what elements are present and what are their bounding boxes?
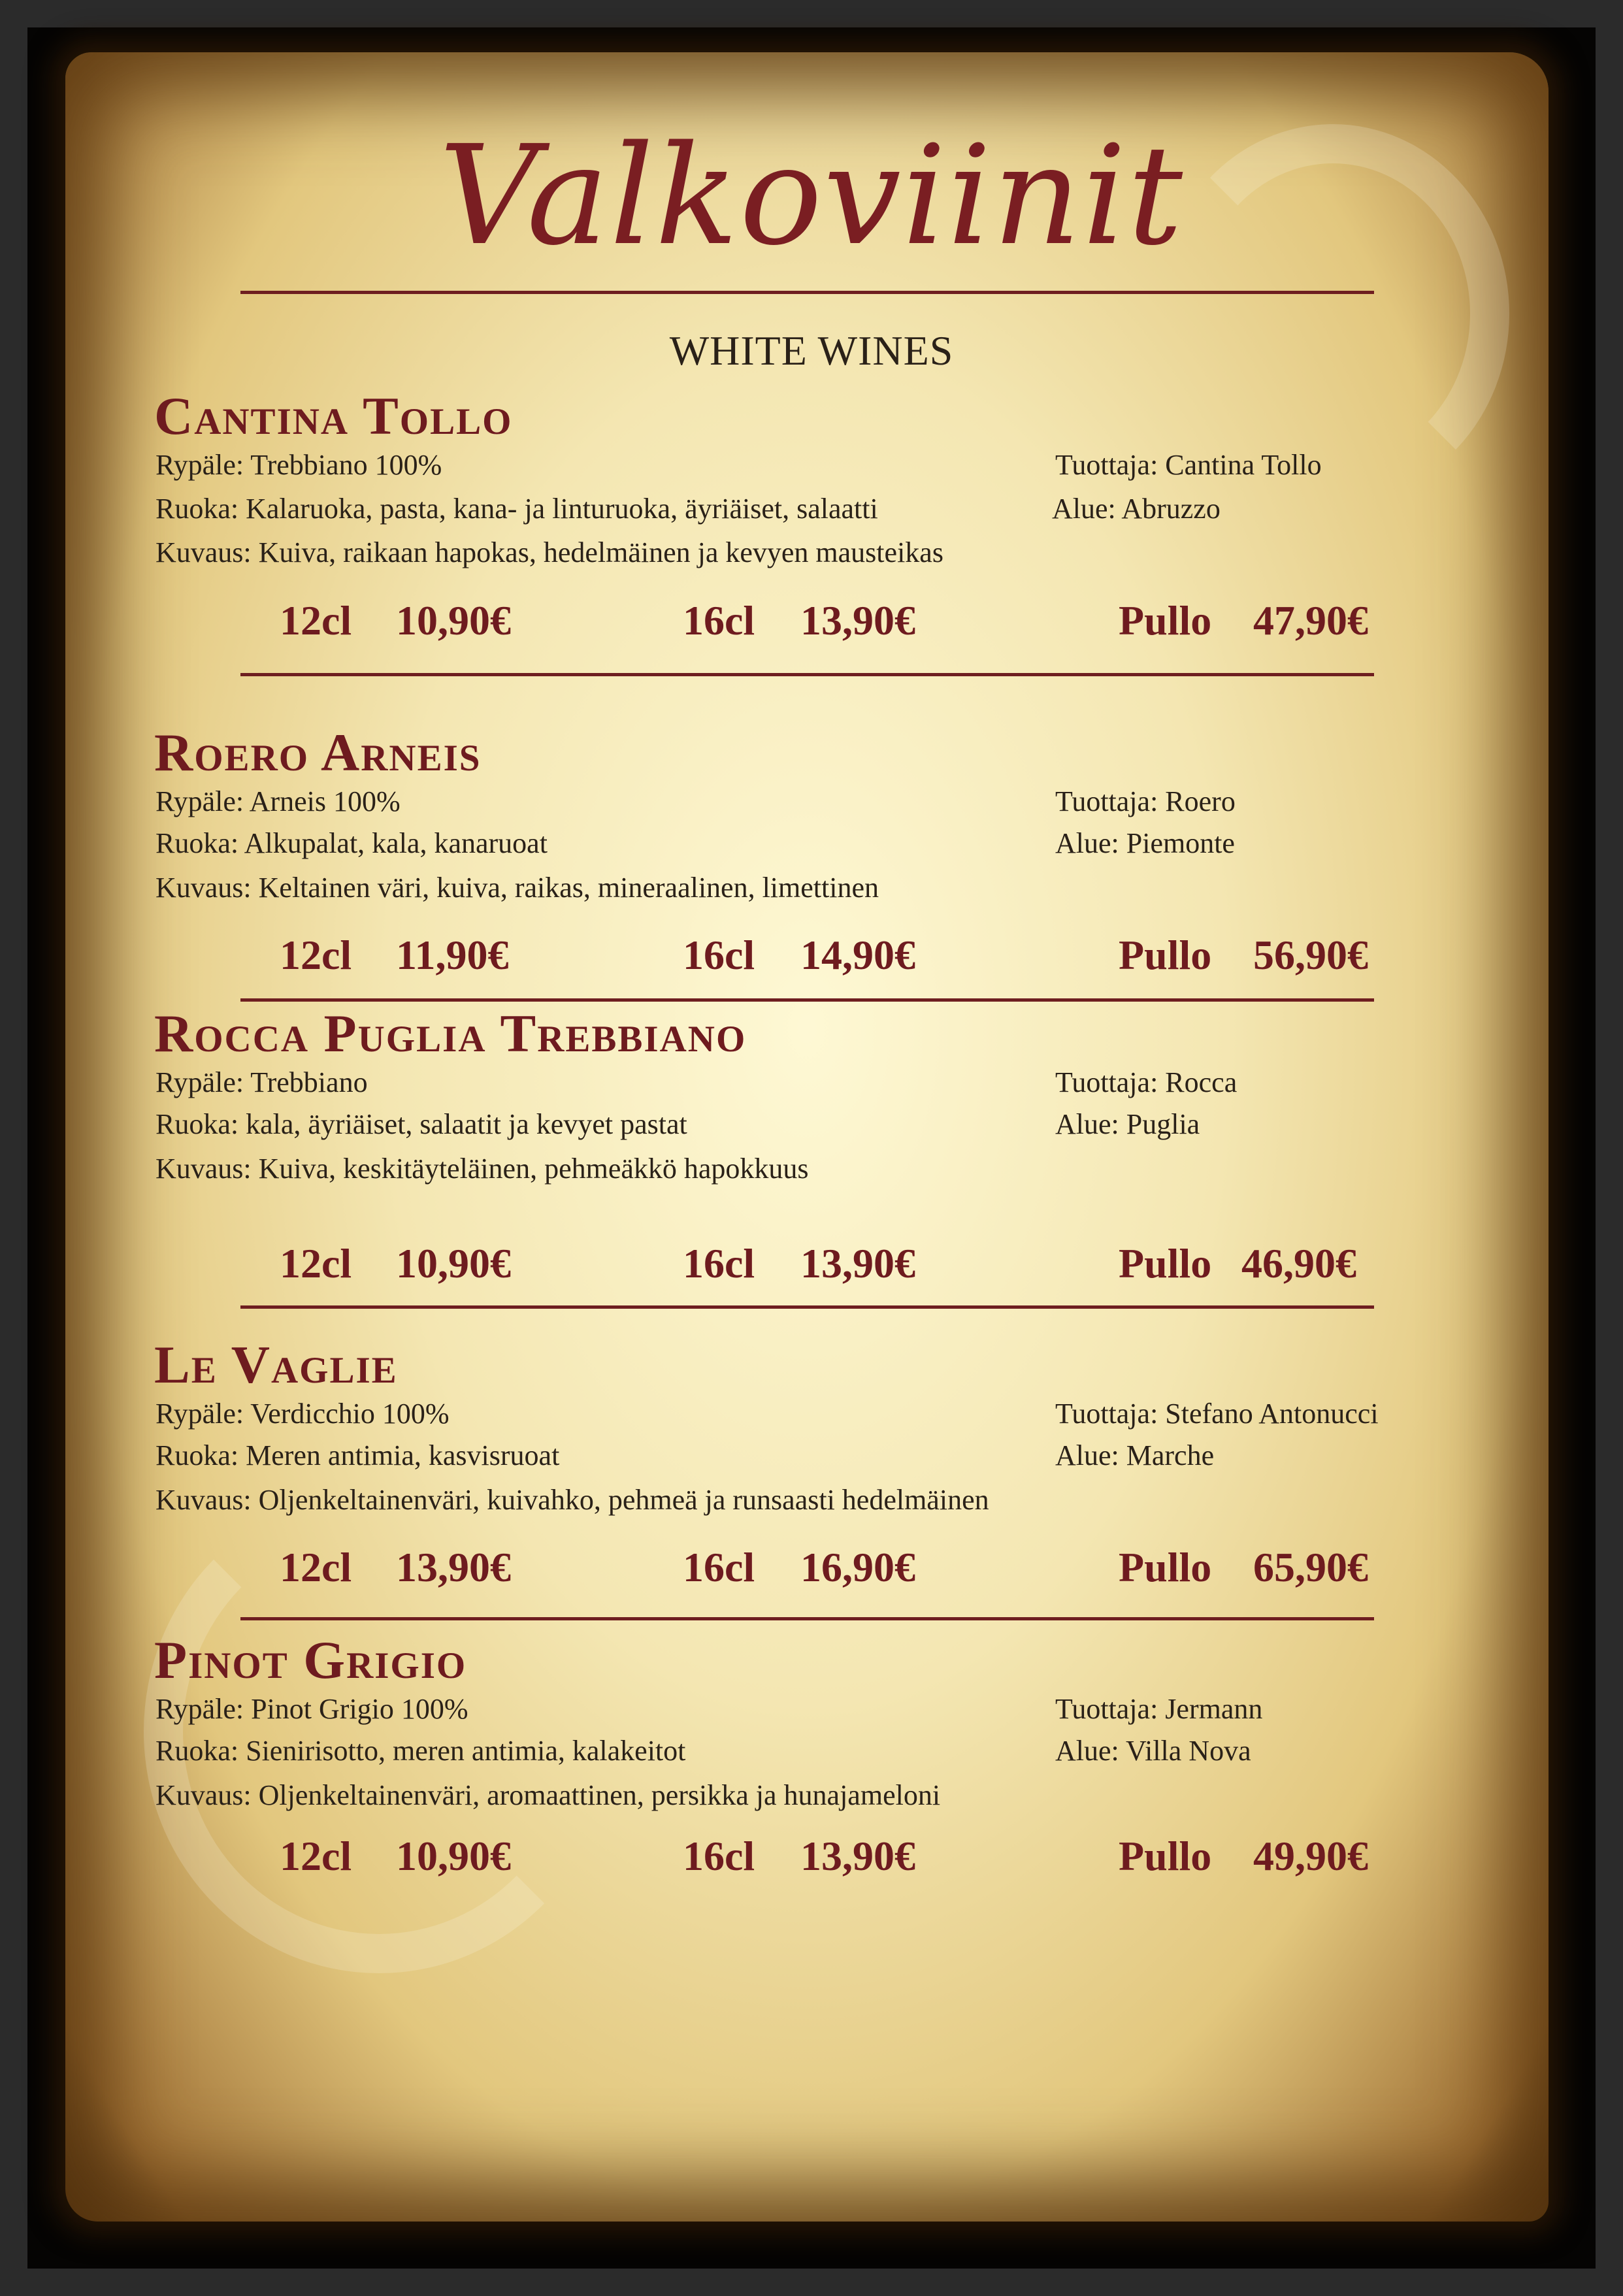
price-12cl: 13,90€ bbox=[396, 1544, 511, 1590]
wine-description: Kuvaus: Keltainen väri, kuiva, raikas, mineraalinen, limettinen bbox=[156, 872, 879, 904]
wine-region: Alue: Villa Nova bbox=[1055, 1735, 1251, 1767]
price-bottle-label: Pullo bbox=[1119, 1240, 1212, 1287]
wine-region: Alue: Abruzzo bbox=[1052, 493, 1221, 525]
section-divider bbox=[240, 998, 1374, 1002]
wine-producer: Tuottaja: Roero bbox=[1055, 785, 1236, 817]
price-16cl-label: 16cl bbox=[683, 597, 755, 644]
wine-producer: Tuottaja: Rocca bbox=[1055, 1066, 1238, 1098]
price-bottle-label: Pullo bbox=[1119, 932, 1212, 978]
wine-name: Rocca Puglia Trebbiano bbox=[154, 1004, 747, 1063]
page-subtitle: WHITE WINES bbox=[669, 327, 954, 374]
price-16cl-label: 16cl bbox=[683, 1240, 755, 1287]
wine-food: Ruoka: Meren antimia, kasvisruoat bbox=[156, 1439, 560, 1471]
wine-producer: Tuottaja: Jermann bbox=[1055, 1693, 1263, 1725]
wine-name: Pinot Grigio bbox=[154, 1630, 467, 1690]
wine-name: Cantina Tollo bbox=[154, 386, 513, 446]
wine-description: Kuvaus: Oljenkeltainenväri, aromaattinen, persikka ja hunajameloni bbox=[156, 1779, 941, 1811]
price-bottle-label: Pullo bbox=[1119, 1544, 1212, 1590]
wine-region: Alue: Puglia bbox=[1055, 1108, 1200, 1140]
wine-grape: Rypäle: Trebbiano 100% bbox=[156, 449, 442, 481]
wine-grape: Rypäle: Arneis 100% bbox=[156, 785, 401, 817]
wine-region: Alue: Piemonte bbox=[1055, 827, 1235, 859]
price-16cl: 14,90€ bbox=[800, 932, 915, 978]
price-bottle: 49,90€ bbox=[1253, 1833, 1368, 1879]
wine-grape: Rypäle: Pinot Grigio 100% bbox=[156, 1693, 468, 1725]
wine-name: Roero Arneis bbox=[154, 723, 482, 782]
price-bottle: 56,90€ bbox=[1253, 932, 1368, 978]
wine-description: Kuvaus: Kuiva, raikaan hapokas, hedelmäinen ja kevyen mausteikas bbox=[156, 536, 943, 568]
price-12cl-label: 12cl bbox=[280, 1544, 352, 1590]
price-16cl-label: 16cl bbox=[683, 1544, 755, 1590]
wine-description: Kuvaus: Kuiva, keskitäyteläinen, pehmeäkkö hapokkuus bbox=[156, 1153, 809, 1185]
price-16cl-label: 16cl bbox=[683, 932, 755, 978]
price-bottle: 46,90€ bbox=[1241, 1240, 1356, 1287]
price-16cl: 13,90€ bbox=[800, 1240, 915, 1287]
wine-producer: Tuottaja: Cantina Tollo bbox=[1055, 449, 1322, 481]
price-12cl: 10,90€ bbox=[396, 1240, 511, 1287]
price-12cl-label: 12cl bbox=[280, 1240, 352, 1287]
wine-food: Ruoka: Kalaruoka, pasta, kana- ja linturuoka, äyriäiset, salaatti bbox=[156, 493, 878, 525]
price-16cl-label: 16cl bbox=[683, 1833, 755, 1879]
wine-region: Alue: Marche bbox=[1055, 1439, 1215, 1471]
price-bottle: 65,90€ bbox=[1253, 1544, 1368, 1590]
wine-food: Ruoka: Sienirisotto, meren antimia, kalakeitot bbox=[156, 1735, 686, 1767]
price-12cl-label: 12cl bbox=[280, 597, 352, 644]
section-divider bbox=[240, 1305, 1374, 1309]
price-16cl: 16,90€ bbox=[800, 1544, 915, 1590]
price-16cl: 13,90€ bbox=[800, 597, 915, 644]
price-12cl-label: 12cl bbox=[280, 1833, 352, 1879]
section-divider bbox=[240, 1617, 1374, 1620]
price-bottle: 47,90€ bbox=[1253, 597, 1368, 644]
wine-food: Ruoka: Alkupalat, kala, kanaruoat bbox=[156, 827, 548, 859]
price-bottle-label: Pullo bbox=[1119, 597, 1212, 644]
wine-grape: Rypäle: Verdicchio 100% bbox=[156, 1398, 450, 1430]
wine-description: Kuvaus: Oljenkeltainenväri, kuivahko, pehmeä ja runsaasti hedelmäinen bbox=[156, 1484, 989, 1516]
wine-producer: Tuottaja: Stefano Antonucci bbox=[1055, 1398, 1379, 1430]
page-title: Valkoviinit bbox=[438, 116, 1185, 276]
price-12cl: 11,90€ bbox=[396, 932, 509, 978]
wine-food: Ruoka: kala, äyriäiset, salaatit ja kevyet pastat bbox=[156, 1108, 687, 1140]
wine-name: Le Vaglie bbox=[154, 1335, 398, 1394]
price-12cl: 10,90€ bbox=[396, 1833, 511, 1879]
price-12cl: 10,90€ bbox=[396, 597, 511, 644]
price-bottle-label: Pullo bbox=[1119, 1833, 1212, 1879]
price-12cl-label: 12cl bbox=[280, 932, 352, 978]
wine-grape: Rypäle: Trebbiano bbox=[156, 1066, 368, 1098]
title-divider bbox=[240, 291, 1374, 294]
price-16cl: 13,90€ bbox=[800, 1833, 915, 1879]
section-divider bbox=[240, 673, 1374, 676]
